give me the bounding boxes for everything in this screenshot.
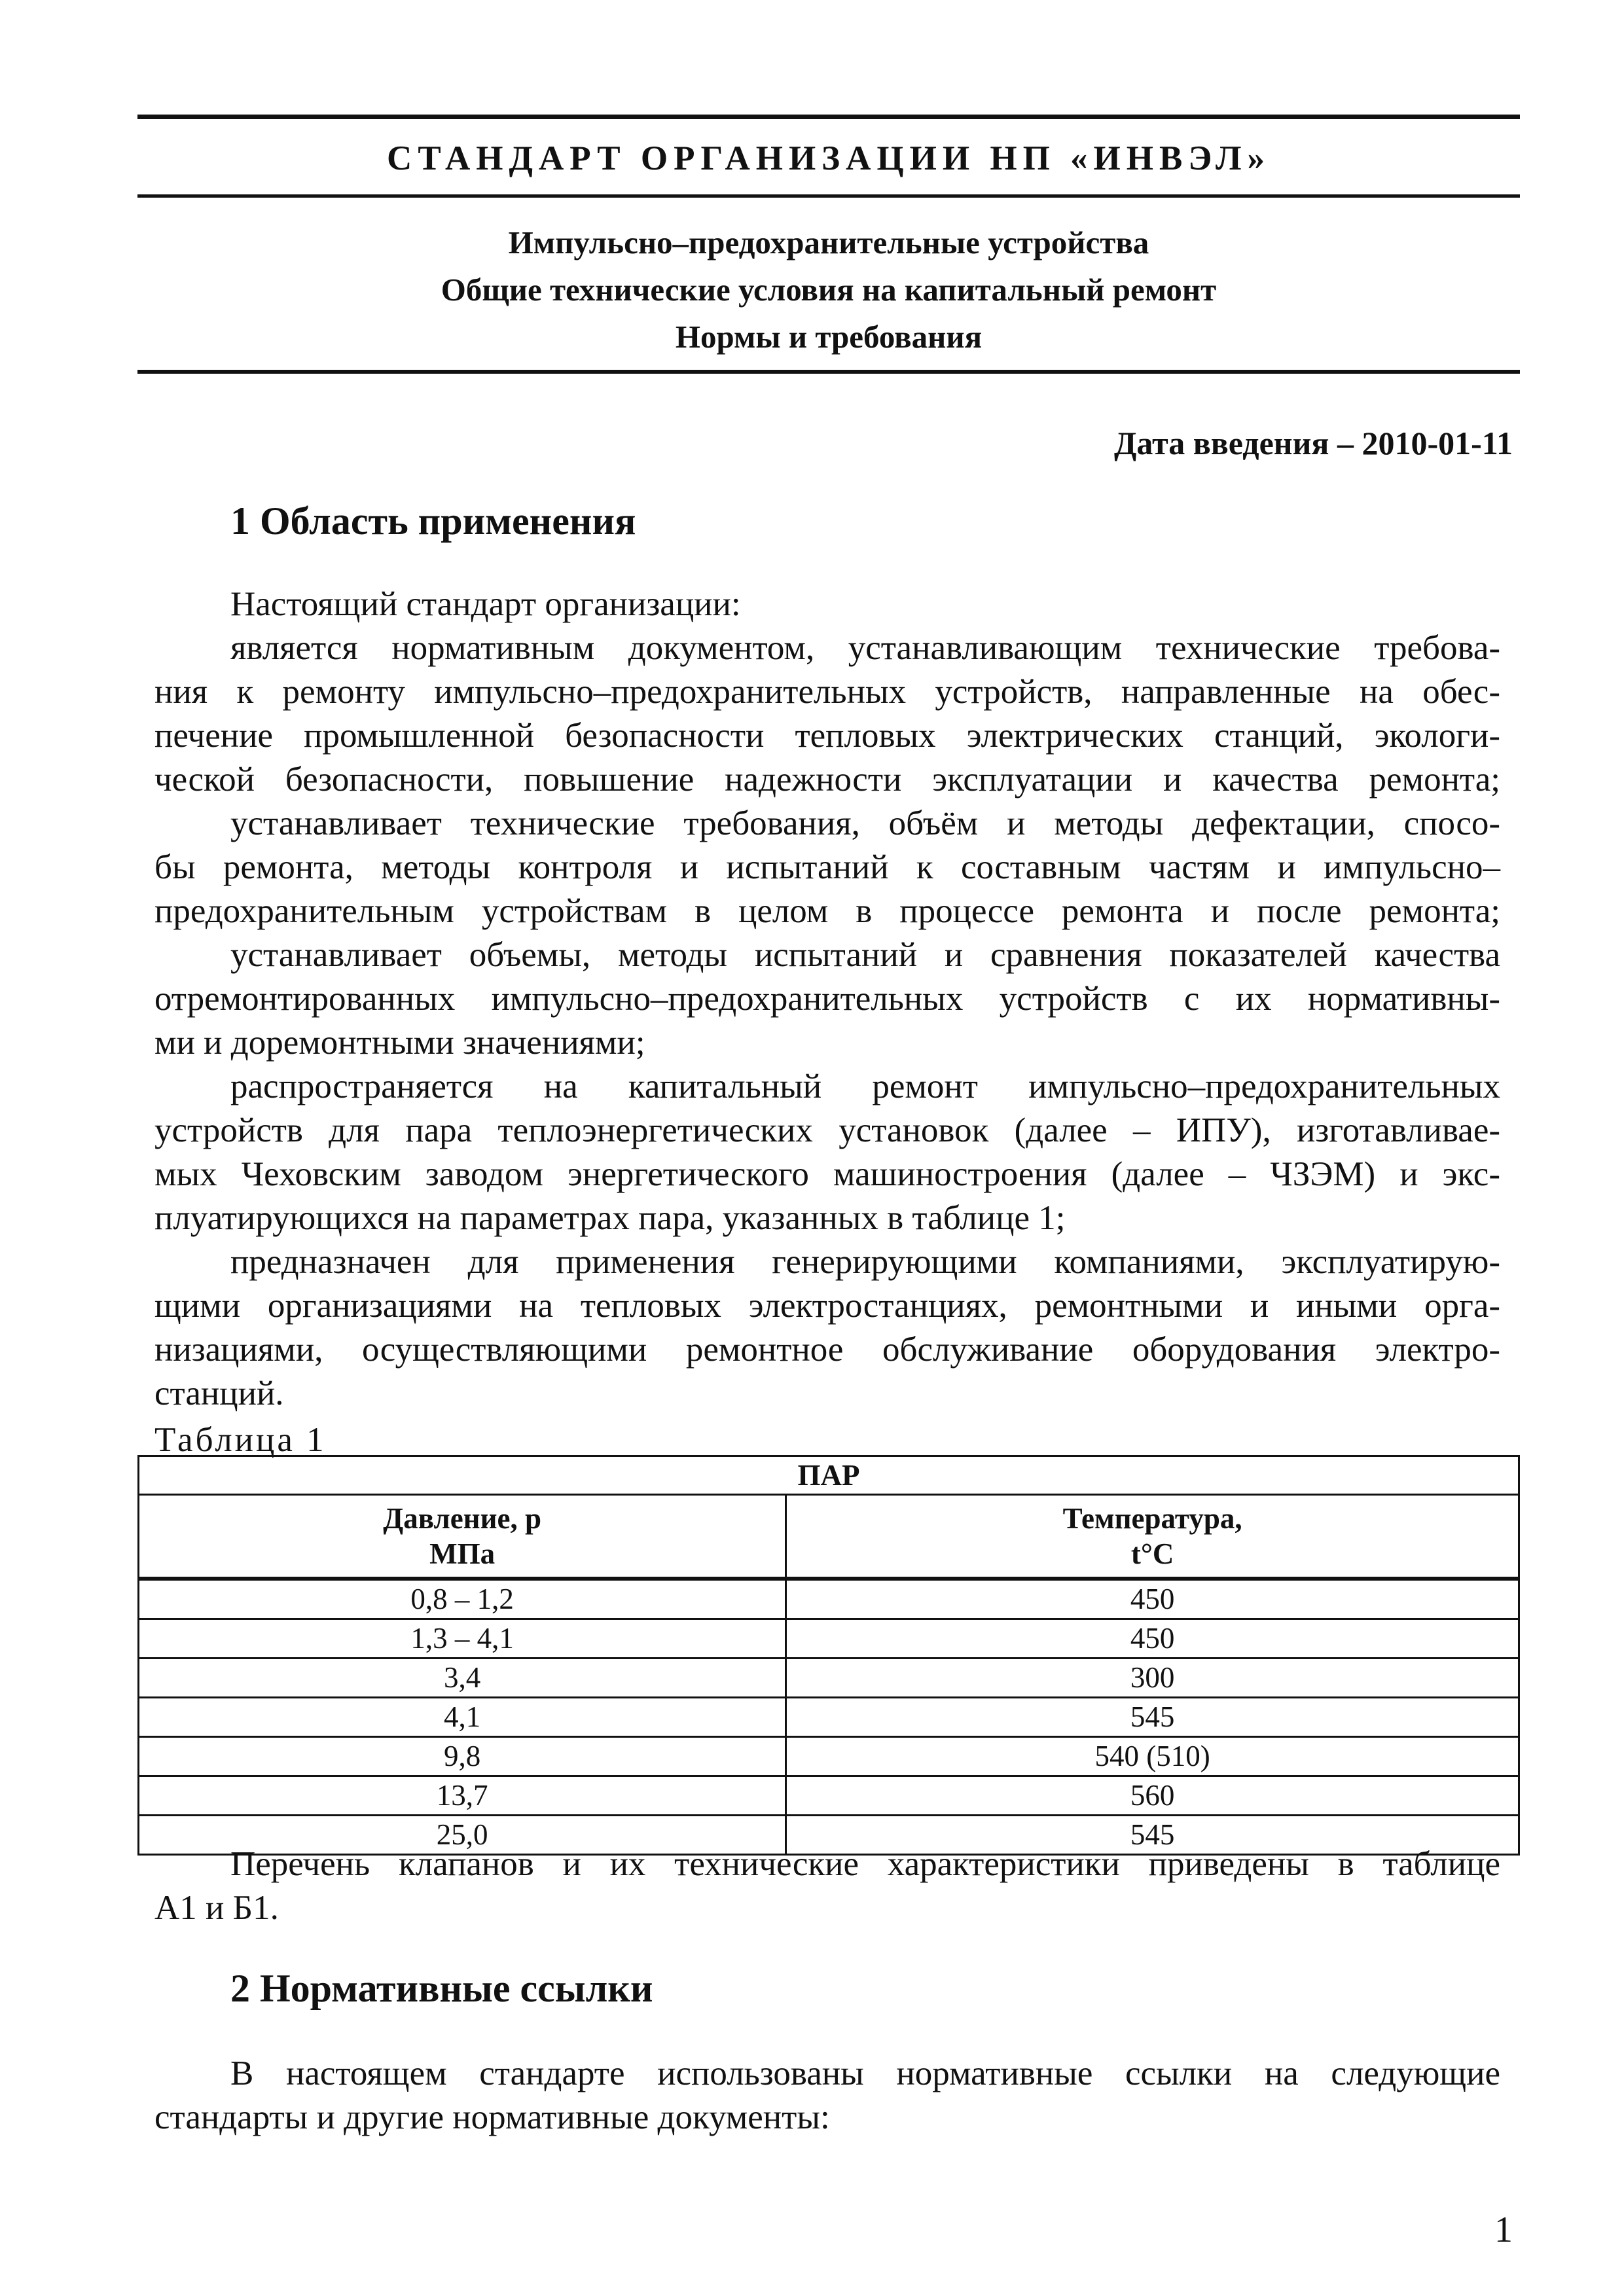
header-line: МПа xyxy=(429,1537,496,1570)
table-row xyxy=(139,1698,1519,1737)
scope-paragraphs xyxy=(154,583,1500,1416)
text-line: стандарты и другие нормативные документы: xyxy=(154,2098,830,2136)
title-line: Нормы и требования xyxy=(675,319,983,355)
header-rule xyxy=(137,194,1520,198)
header-line: Давление, р xyxy=(383,1502,542,1535)
table-row xyxy=(139,1659,1519,1698)
text-line: предохранительным устройствам в целом в процессе ремонта и после ремонта; xyxy=(154,892,1500,930)
table-row xyxy=(139,1776,1519,1816)
pressure-cell: 3,4 xyxy=(139,1659,786,1698)
temperature-cell: 450 xyxy=(786,1619,1519,1659)
text-line: предназначен для применения генерирующими компаниями, эксплуатирую- xyxy=(230,1243,1500,1281)
text-line: распространяется на капитальный ремонт импульсно–предохранительных xyxy=(230,1067,1500,1105)
text-line: печение промышленной безопасности тепловых электрических станций, экологи- xyxy=(154,717,1500,755)
text-line: устройств для пара теплоэнергетических установок (далее – ИПУ), изготавливае- xyxy=(154,1111,1500,1149)
table-row xyxy=(139,1579,1519,1619)
pressure-cell: 9,8 xyxy=(139,1737,786,1776)
text-line: плуатирующихся на параметрах пара, указанных в таблице 1; xyxy=(154,1199,1066,1237)
text-line: щими организациями на тепловых электростанциях, ремонтными и иными орга- xyxy=(154,1287,1500,1325)
text-line: А1 и Б1. xyxy=(154,1889,279,1927)
title-line: Общие технические условия на капитальный ремонт xyxy=(441,272,1217,308)
table-row xyxy=(139,1619,1519,1659)
references-paragraph xyxy=(154,2052,1500,2140)
temperature-cell: 545 xyxy=(786,1698,1519,1737)
text-line: мых Чеховским заводом энергетического машиностроения (далее – ЧЗЭМ) и экс- xyxy=(154,1155,1500,1193)
column-header-pressure xyxy=(139,1495,786,1579)
text-line: станций. xyxy=(154,1374,284,1412)
text-line: устанавливает технические требования, объём и методы дефектации, спосо- xyxy=(230,804,1500,842)
text-line: В настоящем стандарте использованы нормативные ссылки на следующие xyxy=(230,2054,1500,2092)
steam-parameters-table xyxy=(137,1455,1520,1856)
temperature-cell: 450 xyxy=(786,1579,1519,1619)
temperature-cell: 540 (510) xyxy=(786,1737,1519,1776)
pressure-cell: 13,7 xyxy=(139,1776,786,1816)
text-line: ния к ремонту импульсно–предохранительных устройств, направленные на обес- xyxy=(154,673,1500,711)
section-heading-scope: 1 Область применения xyxy=(230,499,636,543)
table-row xyxy=(139,1737,1519,1776)
text-line: отремонтированных импульсно–предохранительных устройств с их нормативны- xyxy=(154,980,1500,1018)
column-header-temperature xyxy=(786,1495,1519,1579)
page-number: 1 xyxy=(1494,2210,1513,2250)
temperature-cell: 545 xyxy=(786,1816,1519,1855)
pressure-cell: 1,3 – 4,1 xyxy=(139,1619,786,1659)
top-rule xyxy=(137,115,1520,119)
introduction-date: Дата введения – 2010-01-11 xyxy=(1113,425,1513,461)
standard-header: СТАНДАРТ ОРГАНИЗАЦИИ НП «ИНВЭЛ» xyxy=(387,139,1271,177)
document-title xyxy=(137,219,1520,361)
text-line: низациями, осуществляющими ремонтное обслуживание оборудования электро- xyxy=(154,1331,1500,1369)
table-reference-paragraph xyxy=(154,1842,1500,1930)
pressure-cell: 4,1 xyxy=(139,1698,786,1737)
text-line: бы ремонта, методы контроля и испытаний к составным частям и импульсно– xyxy=(154,848,1500,886)
temperature-cell: 300 xyxy=(786,1659,1519,1698)
section-heading-references: 2 Нормативные ссылки xyxy=(230,1967,653,2010)
pressure-cell: 0,8 – 1,2 xyxy=(139,1579,786,1619)
header-line: t°C xyxy=(1130,1537,1174,1570)
table-caption: Таблица 1 xyxy=(154,1421,327,1459)
temperature-cell: 560 xyxy=(786,1776,1519,1816)
title-rule xyxy=(137,370,1520,374)
text-line: устанавливает объемы, методы испытаний и сравнения показателей качества xyxy=(230,936,1500,974)
text-line: Перечень клапанов и их технические характеристики приведены в таблице xyxy=(230,1845,1500,1883)
text-line: ческой безопасности, повышение надежности эксплуатации и качества ремонта; xyxy=(154,761,1500,798)
text-line: является нормативным документом, устанавливающим технические требова- xyxy=(230,629,1500,667)
header-line: Температура, xyxy=(1062,1502,1242,1535)
pressure-cell: 25,0 xyxy=(139,1816,786,1855)
text-line: Настоящий стандарт организации: xyxy=(230,585,741,623)
table-group-header: ПАР xyxy=(139,1456,1519,1495)
title-line: Импульсно–предохранительные устройства xyxy=(508,224,1149,260)
text-line: ми и доремонтными значениями; xyxy=(154,1024,645,1062)
